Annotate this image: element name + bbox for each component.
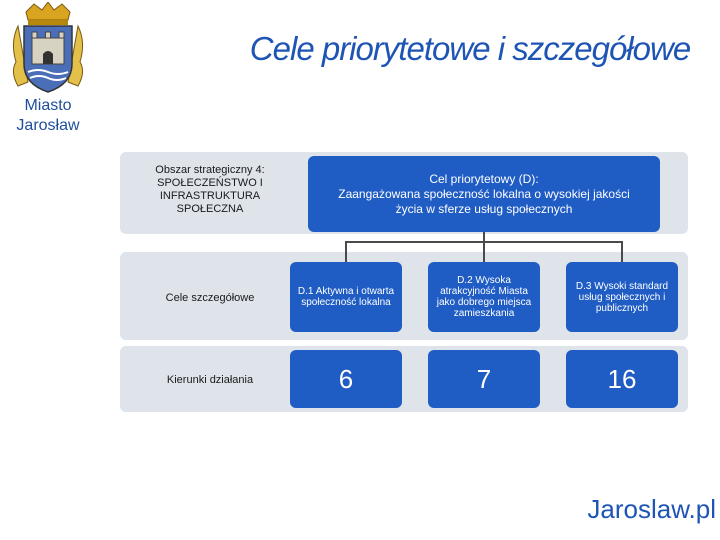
- action-directions-label: Kierunki działania: [166, 374, 254, 386]
- goal-d3-label: D.3 Wysoki standard usług społecznych i publicznych: [575, 280, 669, 314]
- priority-goal-box: [308, 156, 660, 232]
- strategic-area-label: Obszar strategiczny 4: SPOŁECZEŃSTWO I INFRASTRUKTURA SPOŁECZNA: [155, 164, 265, 215]
- goal-box-d3: [566, 262, 678, 332]
- count-box-d1: [290, 350, 402, 408]
- city-crest-logo: [8, 2, 88, 94]
- goal-box-d2: [428, 262, 540, 332]
- goal-d1-label: D.1 Aktywna i otwarta społeczność lokalna: [297, 286, 395, 308]
- count-box-d3: [566, 350, 678, 408]
- page-title: Cele priorytetowe i szczegółowe: [249, 30, 691, 67]
- connector-d2: [483, 241, 485, 262]
- count-d1: 6: [338, 363, 354, 394]
- footer-brand: Jaroslaw.pl: [587, 494, 716, 524]
- connector-d1: [345, 241, 347, 262]
- city-label: Miasto Jarosław: [16, 97, 80, 134]
- count-d3: 16: [607, 363, 637, 394]
- goal-box-d1: [290, 262, 402, 332]
- priority-goal-text: Cel priorytetowy (D): Zaangażowana społeczność lokalna o wysokiej jakości życia w sferze usług społecznych: [338, 171, 630, 216]
- goal-d2-label: D.2 Wysoka atrakcyjność Miasta jako dobrego miejsca zamieszkania: [436, 275, 532, 319]
- count-box-d2: [428, 350, 540, 408]
- connector-d3: [621, 241, 623, 262]
- count-d2: 7: [476, 363, 492, 394]
- specific-goals-label: Cele szczegółowe: [165, 292, 255, 304]
